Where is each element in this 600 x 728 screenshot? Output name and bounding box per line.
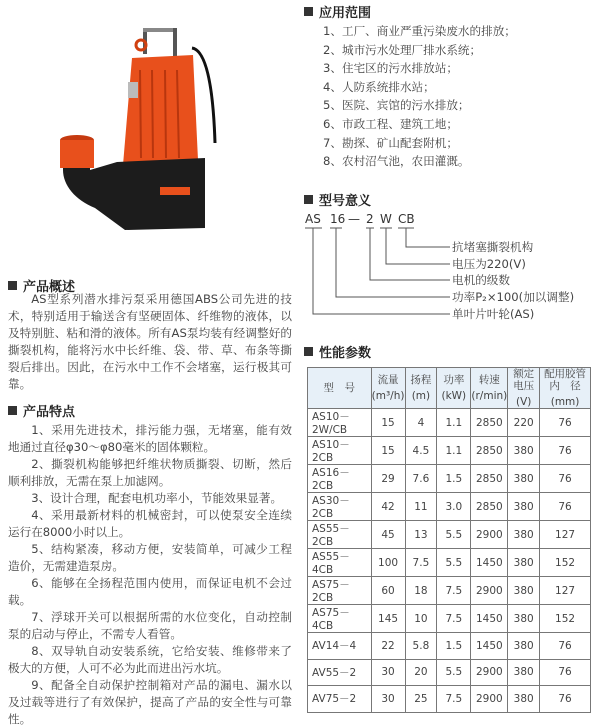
- column-header-unit: (V): [515, 396, 532, 408]
- model-label: 功率P₂×100(加以调整): [452, 290, 575, 304]
- features-list: [8, 422, 292, 728]
- table-cell: 29: [371, 465, 405, 493]
- table-cell: 380: [508, 549, 540, 577]
- model-cell: AS75－2CB: [308, 577, 372, 605]
- feature-item: 3、设计合理，配套电机功率小，节能效果显著。: [31, 491, 283, 505]
- table-row: [308, 659, 591, 686]
- column-header-name: 功率: [443, 374, 465, 386]
- table-cell: 13: [405, 521, 437, 549]
- table-row: [308, 577, 591, 605]
- table-cell: 7.5: [405, 549, 437, 577]
- table-cell: 10: [405, 605, 437, 633]
- feature-item: 7、浮球开关可以根据所需的水位变化，自动控制泵的启动与停止，不需专人看管。: [8, 610, 292, 641]
- table-cell: 380: [508, 605, 540, 633]
- applications-title: 应用范围: [304, 2, 371, 21]
- table-cell: 3.0: [437, 493, 471, 521]
- square-bullet-icon: [8, 406, 17, 415]
- table-cell: 7.5: [437, 605, 471, 633]
- model-cell: AS10－2CB: [308, 437, 372, 465]
- table-cell: 25: [405, 686, 437, 713]
- model-cell: AS16－2CB: [308, 465, 372, 493]
- feature-item: 4、采用最新材料的机械密封，可以使泵安全连续运行在8000小时以上。: [8, 508, 292, 539]
- table-cell: 380: [508, 521, 540, 549]
- table-cell: 1.1: [437, 409, 471, 437]
- table-cell: 2900: [471, 686, 508, 713]
- table-cell: 2900: [471, 659, 508, 686]
- model-code-dash: —: [348, 212, 360, 226]
- table-cell: 7.5: [437, 577, 471, 605]
- table-cell: 2850: [471, 409, 508, 437]
- model-cell: AS10－2W/CB: [308, 409, 372, 437]
- column-header: [437, 368, 471, 409]
- table-cell: 1450: [471, 605, 508, 633]
- table-cell: 5.8: [405, 633, 437, 660]
- application-item: 3、住宅区的污水排放站；: [323, 61, 458, 76]
- application-item: 4、人防系统排水站；: [323, 79, 435, 94]
- model-diagram-lines: [300, 220, 460, 320]
- model-cell: AV14－4: [308, 633, 372, 660]
- application-item: 2、城市污水处理厂排水系统；: [323, 42, 482, 57]
- table-cell: 1450: [471, 633, 508, 660]
- feature-item: 8、双导轨自动安装系统，它给安装、维修带来了极大的方便，人可不必为此而进出污水坑。: [8, 644, 292, 675]
- column-header: [508, 368, 540, 409]
- application-item: 8、农村沼气池，农田灌溉。: [323, 154, 470, 169]
- feature-item: 6、能够在全扬程范围内使用，而保证电机不会过载。: [8, 576, 292, 607]
- table-cell: 100: [371, 549, 405, 577]
- table-cell: 20: [405, 659, 437, 686]
- table-cell: 380: [508, 686, 540, 713]
- column-header: [405, 368, 437, 409]
- application-item: 6、市政工程、建筑工地；: [323, 116, 458, 131]
- application-item: 5、医院、宾馆的污水排放；: [323, 98, 470, 113]
- table-cell: 1.5: [437, 465, 471, 493]
- feature-item: 2、撕裂机构能够把纤维状物质撕裂、切断，然后顺利排放，无需在泵上加滤网。: [8, 457, 292, 488]
- column-header-name: 转速: [478, 374, 500, 386]
- table-cell: 380: [508, 633, 540, 660]
- table-cell: 76: [540, 409, 591, 437]
- table-cell: 15: [371, 409, 405, 437]
- table-cell: 5.5: [437, 521, 471, 549]
- table-cell: 152: [540, 605, 591, 633]
- square-bullet-icon: [304, 347, 313, 356]
- table-cell: 2900: [471, 577, 508, 605]
- table-cell: 76: [540, 686, 591, 713]
- table-cell: 2900: [471, 521, 508, 549]
- table-cell: 127: [540, 577, 591, 605]
- table-cell: 30: [371, 659, 405, 686]
- model-code-power: 16: [330, 212, 346, 226]
- column-header-unit: (m³/h): [371, 390, 405, 402]
- model-label: 电机的级数: [452, 273, 510, 287]
- table-row: [308, 686, 591, 713]
- table-cell: 60: [371, 577, 405, 605]
- model-cell: AS55－4CB: [308, 549, 372, 577]
- model-cell: AV75－2: [308, 686, 372, 713]
- model-code-as: AS: [305, 212, 321, 226]
- column-header: [540, 368, 591, 409]
- table-cell: 4: [405, 409, 437, 437]
- table-row: [308, 437, 591, 465]
- square-bullet-icon: [304, 195, 313, 204]
- table-cell: 220: [508, 409, 540, 437]
- column-header-name: 扬程: [410, 374, 432, 386]
- table-cell: 127: [540, 521, 591, 549]
- model-label: 抗堵塞撕裂机构: [452, 240, 534, 254]
- application-item: 1、工厂、商业严重污染废水的排放；: [323, 24, 516, 38]
- model-meaning-title: 型号意义: [304, 190, 371, 209]
- model-label: 电压为220(V): [452, 257, 526, 271]
- table-cell: 76: [540, 465, 591, 493]
- column-header-unit: (r/min): [471, 390, 508, 402]
- table-row: [308, 409, 591, 437]
- table-cell: 1.5: [437, 633, 471, 660]
- feature-item: 1、采用先进技术，排污能力强，无堵塞，能有效地通过直径φ30～φ80毫米的固体颗粒。: [8, 423, 292, 454]
- table-cell: 5.5: [437, 659, 471, 686]
- table-cell: 2850: [471, 437, 508, 465]
- application-item: 7、勘探、矿山配套附机；: [323, 135, 458, 150]
- column-header-name: 配用胶管内 径: [544, 368, 587, 392]
- table-cell: 2850: [471, 493, 508, 521]
- table-cell: 11: [405, 493, 437, 521]
- model-code-poles: 2: [366, 212, 374, 226]
- overview-text: AS型系列潜水排污泵采用德国ABS公司先进的技术，特别适用于输送含有坚硬固体、纤维物的液体，以及特别脏、粘和滑的液体。所有AS泵均装有经调整好的撕裂机构，能将污水中长纤维、袋、带、草、布条等撕裂后排出。因此，在污水中工作不会堵塞，运行极其可靠。: [8, 292, 292, 391]
- table-cell: 380: [508, 577, 540, 605]
- features-title: 产品特点: [8, 401, 75, 420]
- table-cell: 7.5: [437, 686, 471, 713]
- table-cell: 76: [540, 437, 591, 465]
- column-header: [371, 368, 405, 409]
- model-cell: AS30－2CB: [308, 493, 372, 521]
- pump-image: [55, 0, 235, 240]
- column-header-name: 流量: [377, 374, 399, 386]
- model-code-cb: CB: [398, 212, 415, 226]
- table-cell: 30: [371, 686, 405, 713]
- model-label: 单叶片叶轮(AS): [452, 307, 535, 321]
- table-cell: 380: [508, 437, 540, 465]
- table-cell: 2850: [471, 465, 508, 493]
- column-header-unit: (m): [411, 390, 431, 402]
- table-cell: 380: [508, 493, 540, 521]
- model-cell: AS75－4CB: [308, 605, 372, 633]
- column-header-unit: (mm): [550, 396, 580, 408]
- table-cell: 4.5: [405, 437, 437, 465]
- column-header: [308, 368, 372, 409]
- square-bullet-icon: [304, 7, 313, 16]
- table-cell: 1450: [471, 549, 508, 577]
- table-cell: 1.1: [437, 437, 471, 465]
- feature-item: 9、配备全自动保护控制箱对产品的漏电、漏水以及过载等进行了有效保护，提高了产品的安全性与可靠性。: [8, 678, 292, 726]
- table-row: [308, 521, 591, 549]
- column-header: [471, 368, 508, 409]
- table-cell: 18: [405, 577, 437, 605]
- table-row: [308, 465, 591, 493]
- table-cell: 152: [540, 549, 591, 577]
- table-cell: 5.5: [437, 549, 471, 577]
- table-row: [308, 549, 591, 577]
- performance-title: 性能参数: [304, 342, 371, 361]
- square-bullet-icon: [8, 281, 17, 290]
- table-cell: 380: [508, 465, 540, 493]
- column-header-name: 额定电压: [513, 368, 535, 392]
- table-cell: 15: [371, 437, 405, 465]
- model-cell: AS55－2CB: [308, 521, 372, 549]
- table-cell: 45: [371, 521, 405, 549]
- table-cell: 7.6: [405, 465, 437, 493]
- table-cell: 145: [371, 605, 405, 633]
- table-row: [308, 605, 591, 633]
- performance-table: [307, 367, 591, 713]
- table-cell: 76: [540, 659, 591, 686]
- table-cell: 76: [540, 493, 591, 521]
- table-cell: 22: [371, 633, 405, 660]
- column-header-name: 型 号: [323, 382, 356, 394]
- column-header-unit: (kW): [441, 390, 467, 402]
- table-cell: 42: [371, 493, 405, 521]
- overview-title: 产品概述: [8, 276, 75, 295]
- table-cell: 380: [508, 659, 540, 686]
- table-row: [308, 633, 591, 660]
- table-cell: 76: [540, 633, 591, 660]
- table-row: [308, 493, 591, 521]
- model-cell: AV55－2: [308, 659, 372, 686]
- applications-list: [323, 22, 516, 171]
- model-code-voltage: W: [380, 212, 392, 226]
- feature-item: 5、结构紧凑，移动方便，安装简单，可减少工程造价，无需建造泵房。: [8, 542, 292, 573]
